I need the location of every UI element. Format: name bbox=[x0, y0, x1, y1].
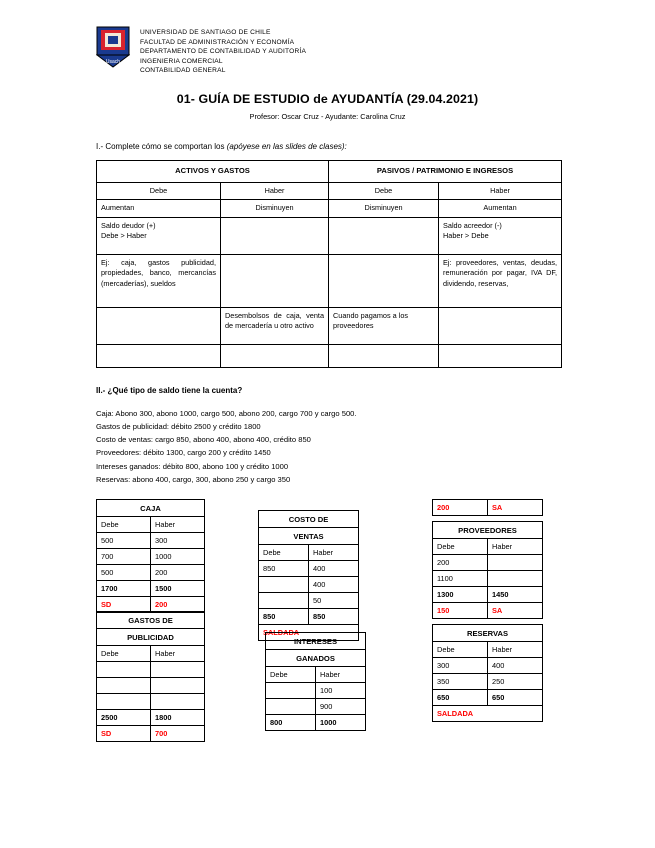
costo-total-debe: 850 bbox=[259, 609, 309, 625]
saldo-line-proveedores: Proveedores: débito 1300, cargo 200 y crédito 1450 bbox=[96, 448, 271, 458]
proveedores-title: PROVEEDORES bbox=[433, 522, 543, 539]
proveedores-total-haber: 1450 bbox=[488, 587, 543, 603]
proveedores-row-2 bbox=[433, 571, 543, 587]
account-table-caja bbox=[96, 499, 205, 613]
intereses-total-haber: 1000 bbox=[316, 715, 366, 731]
saldo-deudor-line1: Saldo deudor (+) bbox=[101, 220, 156, 230]
cell-saldo-deudor bbox=[97, 217, 221, 254]
table-row-saldo bbox=[97, 217, 562, 254]
cell-desembolso-blank-1 bbox=[97, 307, 221, 344]
reservas-title: RESERVAS bbox=[433, 625, 543, 642]
section-1-prompt-text: I.- Complete cómo se comportan los bbox=[96, 141, 227, 151]
saldo-line-caja: Caja: Abono 300, abono 1000, cargo 500, abono 200, cargo 700 y cargo 500. bbox=[96, 408, 357, 418]
caja-total-haber: 1500 bbox=[151, 581, 205, 597]
caja-debe-1: 500 bbox=[97, 533, 151, 549]
table-row-col-headers bbox=[97, 182, 562, 200]
orphan-row bbox=[433, 500, 543, 516]
cell-empty-4 bbox=[439, 344, 562, 367]
costo-haber-3: 50 bbox=[309, 593, 359, 609]
costo-result: SALDADA bbox=[259, 625, 359, 641]
table-row-ejemplos bbox=[97, 254, 562, 307]
reservas-row-2 bbox=[433, 674, 543, 690]
table-row-group-headers bbox=[97, 160, 562, 182]
reservas-total-debe: 650 bbox=[433, 690, 488, 706]
intereses-debe-2 bbox=[266, 699, 316, 715]
reservas-row-result bbox=[433, 706, 543, 722]
cell-aumentan-1: Aumentan bbox=[97, 200, 221, 218]
col-header-haber-1: Haber bbox=[221, 182, 329, 200]
proveedores-row-1 bbox=[433, 555, 543, 571]
cell-saldo-blank-2 bbox=[329, 217, 439, 254]
caja-col-haber: Haber bbox=[151, 517, 205, 533]
costo-debe-1: 850 bbox=[259, 561, 309, 577]
section-1-prompt-italic: (apóyese en las slides de clases): bbox=[226, 141, 347, 151]
account-table-orphan-row bbox=[432, 499, 543, 516]
account-table-gastos-publicidad bbox=[96, 611, 205, 742]
page-subtitle: Profesor: Oscar Cruz - Ayudante: Carolina Cruz bbox=[249, 111, 406, 121]
gastos-col-debe: Debe bbox=[97, 646, 151, 662]
caja-haber-3: 200 bbox=[151, 565, 205, 581]
cell-ejemplos-blank-1 bbox=[221, 254, 329, 307]
reservas-row-1 bbox=[433, 658, 543, 674]
saldo-line-intereses: Intereses ganados: débito 800, abono 100 y crédito 1000 bbox=[96, 461, 289, 471]
saldo-acreedor-line2: Haber > Debe bbox=[443, 231, 489, 241]
account-table-intereses-ganados bbox=[265, 632, 366, 731]
proveedores-col-debe: Debe bbox=[433, 539, 488, 555]
group-header-activos: ACTIVOS Y GASTOS bbox=[97, 160, 329, 182]
costo-row-2 bbox=[259, 577, 359, 593]
proveedores-debe-1: 200 bbox=[433, 555, 488, 571]
proveedores-row-result bbox=[433, 603, 543, 619]
reservas-result: SALDADA bbox=[433, 706, 543, 722]
caja-result-type: SD bbox=[97, 597, 151, 613]
cell-disminuyen-2: Disminuyen bbox=[329, 200, 439, 218]
gastos-title-line2: PUBLICIDAD bbox=[97, 629, 205, 646]
usach-logo-icon bbox=[96, 26, 130, 68]
proveedores-debe-2: 1100 bbox=[433, 571, 488, 587]
costo-debe-2 bbox=[259, 577, 309, 593]
gastos-haber-3 bbox=[151, 694, 205, 710]
account-table-costo-ventas bbox=[258, 510, 359, 641]
gastos-row-result bbox=[97, 726, 205, 742]
intereses-debe-1 bbox=[266, 683, 316, 699]
proveedores-result-value: 150 bbox=[433, 603, 488, 619]
costo-title-line2: VENTAS bbox=[259, 528, 359, 545]
gastos-result-type: SD bbox=[97, 726, 151, 742]
intereses-col-haber: Haber bbox=[316, 667, 366, 683]
costo-total-haber: 850 bbox=[309, 609, 359, 625]
caja-total-debe: 1700 bbox=[97, 581, 151, 597]
col-header-debe-1: Debe bbox=[97, 182, 221, 200]
caja-haber-1: 300 bbox=[151, 533, 205, 549]
section-1-prompt bbox=[96, 142, 655, 151]
proveedores-haber-2 bbox=[488, 571, 543, 587]
reservas-haber-2: 250 bbox=[488, 674, 543, 690]
gastos-row-totals bbox=[97, 710, 205, 726]
reservas-row-totals bbox=[433, 690, 543, 706]
org-line-3: DEPARTAMENTO DE CONTABILIDAD Y AUDITORÍA bbox=[140, 48, 307, 56]
orphan-value: 200 bbox=[433, 500, 488, 516]
proveedores-result-type: SA bbox=[488, 603, 543, 619]
intereses-row-2 bbox=[266, 699, 366, 715]
svg-text:Usach: Usach bbox=[105, 59, 121, 65]
caja-debe-3: 500 bbox=[97, 565, 151, 581]
costo-col-debe: Debe bbox=[259, 545, 309, 561]
cell-empty-1 bbox=[97, 344, 221, 367]
caja-haber-2: 1000 bbox=[151, 549, 205, 565]
proveedores-total-debe: 1300 bbox=[433, 587, 488, 603]
gastos-col-haber: Haber bbox=[151, 646, 205, 662]
costo-row-1 bbox=[259, 561, 359, 577]
org-line-1: UNIVERSIDAD DE SANTIAGO DE CHILE bbox=[140, 29, 271, 36]
col-header-haber-2: Haber bbox=[439, 182, 562, 200]
reservas-debe-2: 350 bbox=[433, 674, 488, 690]
table-row-behaviour bbox=[97, 200, 562, 218]
proveedores-col-haber: Haber bbox=[488, 539, 543, 555]
org-line-2: FACULTAD DE ADMINISTRACIÓN Y ECONOMÍA bbox=[140, 38, 295, 46]
gastos-debe-2 bbox=[97, 678, 151, 694]
cell-ejemplos-activos: Ej: caja, gastos publicidad, propiedades, banco, mercancías (mercaderías), sueldos bbox=[97, 254, 221, 307]
caja-title: CAJA bbox=[97, 500, 205, 517]
org-line-5: CONTABILIDAD GENERAL bbox=[140, 67, 226, 75]
costo-haber-1: 400 bbox=[309, 561, 359, 577]
intereses-row-1 bbox=[266, 683, 366, 699]
saldo-line-costo: Costo de ventas: cargo 850, abono 400, abono 400, crédito 850 bbox=[96, 435, 311, 445]
cell-empty-3 bbox=[329, 344, 439, 367]
cell-disminuyen-1: Disminuyen bbox=[221, 200, 329, 218]
gastos-row-3 bbox=[97, 694, 205, 710]
caja-row-2 bbox=[97, 549, 205, 565]
organization-lines bbox=[140, 26, 306, 76]
reservas-haber-1: 400 bbox=[488, 658, 543, 674]
saldo-acreedor-line1: Saldo acreedor (-) bbox=[443, 220, 502, 230]
cell-aumentan-2: Aumentan bbox=[439, 200, 562, 218]
intereses-col-debe: Debe bbox=[266, 667, 316, 683]
saldo-deudor-line2: Debe > Haber bbox=[101, 231, 147, 241]
cell-ejemplos-blank-2 bbox=[329, 254, 439, 307]
reservas-col-haber: Haber bbox=[488, 642, 543, 658]
costo-debe-3 bbox=[259, 593, 309, 609]
caja-result-value: 200 bbox=[151, 597, 205, 613]
document-header bbox=[0, 0, 655, 76]
proveedores-row-totals bbox=[433, 587, 543, 603]
reservas-total-haber: 650 bbox=[488, 690, 543, 706]
costo-row-totals bbox=[259, 609, 359, 625]
costo-haber-2: 400 bbox=[309, 577, 359, 593]
section-2-lines bbox=[96, 407, 655, 486]
gastos-row-2 bbox=[97, 678, 205, 694]
intereses-haber-1: 100 bbox=[316, 683, 366, 699]
gastos-haber-2 bbox=[151, 678, 205, 694]
gastos-title-line1: GASTOS DE bbox=[97, 612, 205, 629]
cell-saldo-blank-1 bbox=[221, 217, 329, 254]
gastos-total-haber: 1800 bbox=[151, 710, 205, 726]
costo-col-haber: Haber bbox=[309, 545, 359, 561]
behaviour-table bbox=[96, 160, 562, 368]
saldo-line-gastos: Gastos de publicidad: débito 2500 y crédito 1800 bbox=[96, 421, 261, 431]
intereses-title-line2: GANADOS bbox=[266, 650, 366, 667]
org-line-4: INGENIERIA COMERCIAL bbox=[140, 57, 223, 65]
caja-row-3 bbox=[97, 565, 205, 581]
table-row-desembolsos bbox=[97, 307, 562, 344]
caja-row-totals bbox=[97, 581, 205, 597]
caja-col-debe: Debe bbox=[97, 517, 151, 533]
costo-title-line1: COSTO DE bbox=[259, 511, 359, 528]
gastos-total-debe: 2500 bbox=[97, 710, 151, 726]
gastos-row-1 bbox=[97, 662, 205, 678]
cell-desembolso-blank-2 bbox=[439, 307, 562, 344]
cell-empty-2 bbox=[221, 344, 329, 367]
orphan-type: SA bbox=[488, 500, 543, 516]
reservas-col-debe: Debe bbox=[433, 642, 488, 658]
col-header-debe-2: Debe bbox=[329, 182, 439, 200]
proveedores-haber-1 bbox=[488, 555, 543, 571]
caja-row-1 bbox=[97, 533, 205, 549]
cell-saldo-acreedor bbox=[439, 217, 562, 254]
intereses-title-line1: INTERESES bbox=[266, 633, 366, 650]
group-header-pasivos: PASIVOS / PATRIMONIO E INGRESOS bbox=[329, 160, 562, 182]
gastos-result-value: 700 bbox=[151, 726, 205, 742]
section-2-prompt: II.- ¿Qué tipo de saldo tiene la cuenta? bbox=[96, 385, 243, 395]
caja-debe-2: 700 bbox=[97, 549, 151, 565]
table-row-empty bbox=[97, 344, 562, 367]
account-table-reservas bbox=[432, 624, 543, 722]
cell-ejemplos-pasivos: Ej: proveedores, ventas, deudas, remuneración por pagar, IVA DF, dividendo, reservas, bbox=[439, 254, 562, 307]
cell-desembolsos-caja: Desembolsos de caja, venta de mercadería u otro activo bbox=[221, 307, 329, 344]
account-table-proveedores bbox=[432, 521, 543, 619]
saldo-line-reservas: Reservas: abono 400, cargo, 300, abono 250 y cargo 350 bbox=[96, 474, 291, 484]
intereses-row-totals bbox=[266, 715, 366, 731]
gastos-debe-3 bbox=[97, 694, 151, 710]
intereses-total-debe: 800 bbox=[266, 715, 316, 731]
page-title: 01- GUÍA DE ESTUDIO de AYUDANTÍA (29.04.2021) bbox=[176, 91, 479, 106]
gastos-haber-1 bbox=[151, 662, 205, 678]
cell-pagamos-proveedores: Cuando pagamos a los proveedores bbox=[329, 307, 439, 344]
gastos-debe-1 bbox=[97, 662, 151, 678]
intereses-haber-2: 900 bbox=[316, 699, 366, 715]
costo-row-3 bbox=[259, 593, 359, 609]
reservas-debe-1: 300 bbox=[433, 658, 488, 674]
